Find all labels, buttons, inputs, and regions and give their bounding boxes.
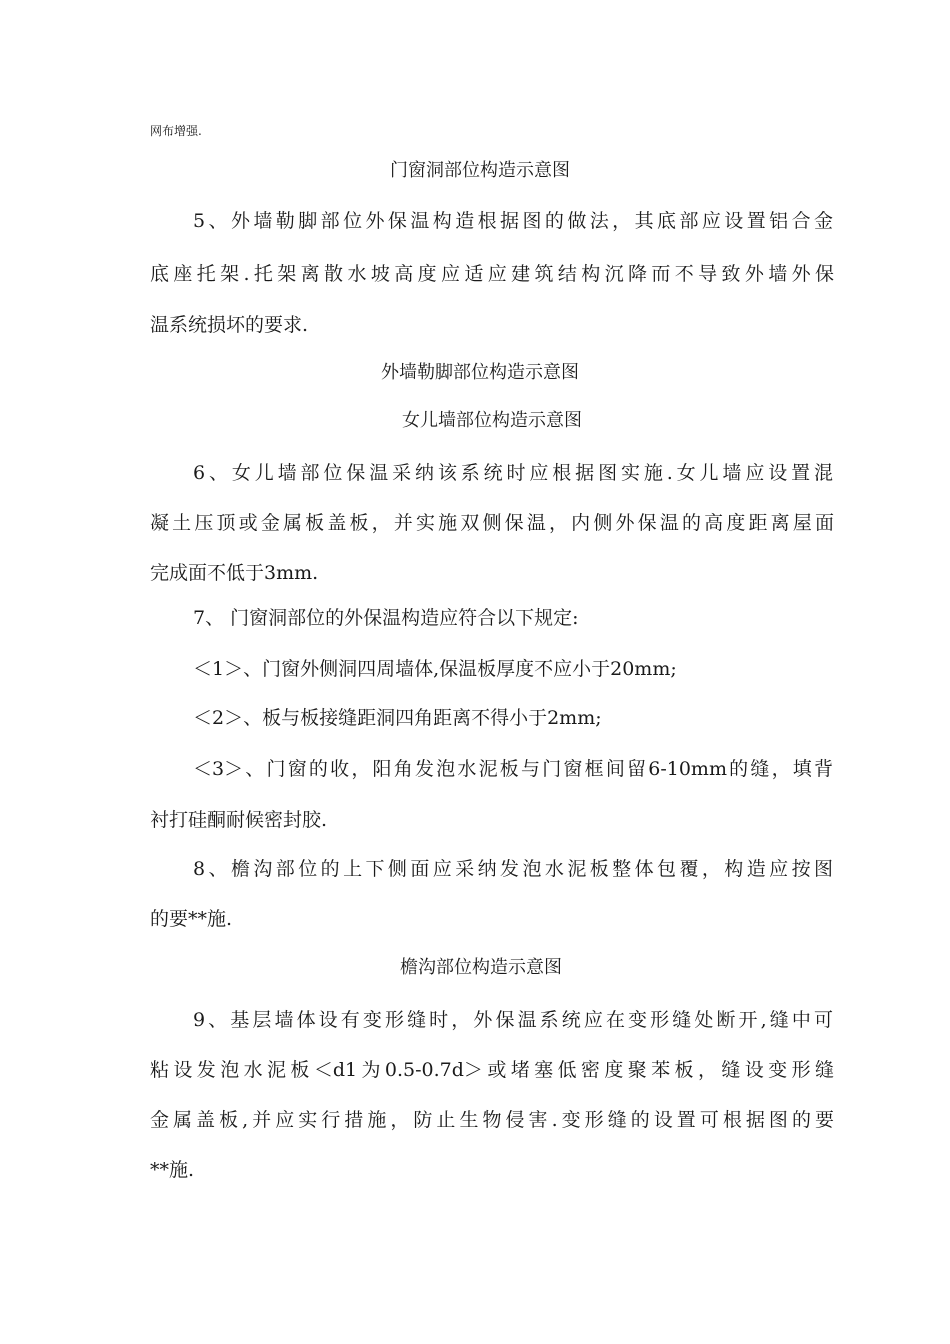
paragraph-line: 凝土压顶或金属板盖板，并实施双侧保温，内侧外保温的高度距离屋面 — [150, 512, 834, 534]
paragraph-line: **施. — [150, 1159, 195, 1181]
list-item: ＜2＞、板与板接缝距洞四角距离不得小于2mm; — [193, 707, 602, 729]
paragraph-line: 9、基层墙体设有变形缝时，外保温系统应在变形缝处断开,缝中可 — [193, 1009, 833, 1031]
figure-caption: 外墙勒脚部位构造示意图 — [381, 362, 579, 383]
paragraph-line: 底座托架.托架离散水坡高度应适应建筑结构沉降而不导致外墙外保 — [150, 263, 834, 285]
paragraph-line: 金属盖板,并应实行措施，防止生物侵害.变形缝的设置可根据图的要 — [150, 1109, 834, 1131]
paragraph-line: 的要**施. — [150, 908, 233, 930]
paragraph-line: 7、 门窗洞部位的外保温构造应符合以下规定: — [193, 607, 579, 629]
paragraph-line: 8、檐沟部位的上下侧面应采纳发泡水泥板整体包覆，构造应按图 — [193, 858, 833, 880]
list-item: ＜3＞、门窗的收，阳角发泡水泥板与门窗框间留6-10mm的缝，填背 — [193, 758, 833, 780]
paragraph-line: 6、女儿墙部位保温采纳该系统时应根据图实施.女儿墙应设置混 — [193, 462, 833, 484]
paragraph-line: 衬打硅酮耐候密封胶. — [150, 809, 328, 831]
paragraph-line: 5、外墙勒脚部位外保温构造根据图的做法，其底部应设置铝合金 — [193, 210, 833, 232]
figure-caption: 女儿墙部位构造示意图 — [402, 410, 582, 431]
figure-caption: 檐沟部位构造示意图 — [400, 957, 562, 978]
figure-caption: 门窗洞部位构造示意图 — [390, 160, 570, 181]
paragraph-line: 粘设发泡水泥板＜d1为0.5-0.7d＞或堵塞低密度聚苯板，缝设变形缝 — [150, 1059, 834, 1081]
paragraph-line: 网布增强. — [150, 124, 202, 138]
list-item: ＜1＞、门窗外侧洞四周墙体,保温板厚度不应小于20mm; — [193, 658, 677, 680]
paragraph-line: 温系统损坏的要求. — [150, 314, 309, 336]
paragraph-line: 完成面不低于3mm. — [150, 562, 319, 584]
